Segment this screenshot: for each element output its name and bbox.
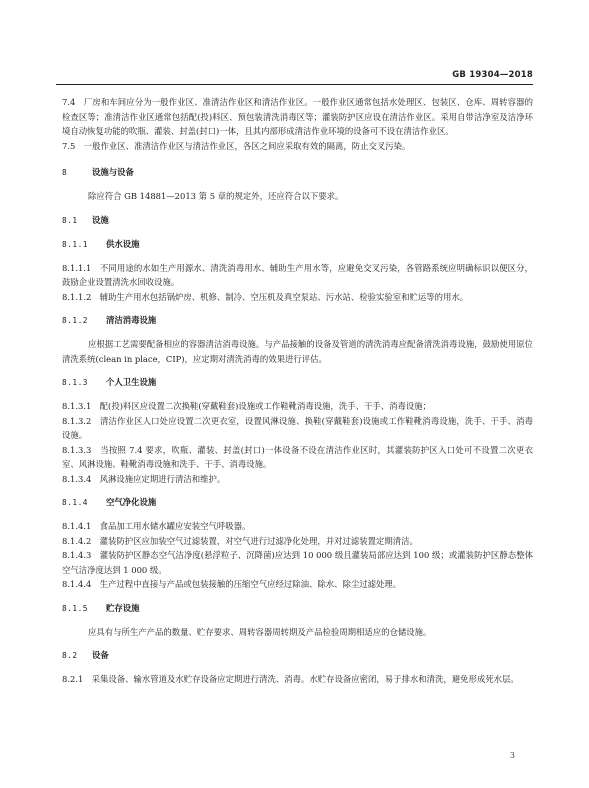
clause-8-1-4-4: 8.1.4.4 生产过程中直接与产品或包装接触的压缩空气应经过除油、除水、除尘过滤处理。	[62, 579, 402, 589]
section-title: 供水设施	[106, 238, 140, 249]
clause-8-1-1-1: 8.1.1.1 不同用途的水如生产用源水、清洗消毒用水、辅助生产用水等，应避免交叉污染，各管路系统应明确标识以便区分，鼓励企业设置清洗水回收设施。	[62, 262, 533, 287]
clause-8-1-4-2: 8.1.4.2 灌装防护区应加装空气过滤装置，对空气进行过滤净化处理，并对过滤装置定期清洁。	[62, 535, 418, 546]
section-8-1-3-heading	[62, 375, 533, 390]
section-number: 8	[62, 168, 68, 177]
section-title: 设备	[92, 650, 109, 660]
section-number: 8.1.5	[62, 603, 88, 613]
clause-8-2-1: 8.2.1 采集设备、输水管道及水贮存设备应定期进行清洗、消毒。水贮存设备应密闭，易于排水和清洗，避免形成死水层。	[62, 674, 519, 684]
header-rule	[56, 84, 533, 85]
standard-code: GB 19304—2018	[452, 70, 533, 80]
clause-8-1-4-3: 8.1.4.3 灌装防护区静态空气洁净度(悬浮粒子、沉降菌)应达到 10 000 级且灌装局部应达到 100 级；或灌装防护区静态整体空气洁净度达到 1 000 级。	[62, 550, 533, 575]
clause-7-4: 7.4 厂房和车间应分为一般作业区、准清洁作业区和清洁作业区。一般作业区通常包括水处理区、包装区、仓库、周转容器的检查区等；准清洁作业区通常包括配(投)料区、预包装清洗消毒区等；灌装防护区应设在清洁作业区。采用自带洁净室及洁净环境自动恢复功能的吹瓶、灌装、封盖(封口)一体，且其内部形成清洁作业环境的设备可不设在清洁作业区。	[62, 97, 533, 136]
clause-8-1-3-2: 8.1.3.2 清洁作业区人口处应设置二次更衣室，设置风淋设施、换鞋(穿戴鞋套)设施或工作鞋靴消毒设施，洗手、干手、消毒设施。	[62, 415, 533, 440]
clause-8-1-4-1: 8.1.4.1 食品加工用水储水罐应安装空气呼吸器。	[62, 521, 251, 531]
section-title: 设施与设备	[92, 167, 134, 177]
section-number: 8.1.3	[62, 378, 88, 387]
section-8-1-5-heading	[62, 601, 533, 616]
clause-8-1-3-3: 8.1.3.3 当按照 7.4 要求，吹瓶、灌装、封盖(封口)一体设备不设在清洁作业区时，其灌装防护区入口处可不设置二次更衣室、风淋设施、鞋靴消毒设施和洗手、干手、消毒设施。	[62, 444, 533, 469]
clause-8-1-5: 应具有与所生产产品的数量、贮存要求、周转容器周转期及产品检验周期相适应的仓储设施。	[88, 626, 432, 637]
clause-8-1-3-1: 8.1.3.1 配(投)料区应设置二次换鞋(穿戴鞋套)设施或工作鞋靴消毒设施，洗手、干手、消毒设施；	[62, 401, 431, 411]
section-title: 清洁消毒设施	[106, 315, 157, 325]
section-number: 8.1.1	[62, 239, 88, 249]
clause-8-1-1-2: 8.1.1.2 辅助生产用水包括锅炉房、机修、制冷、空压机及真空泵站、污水站、检验实验室和贮运等的用水。	[62, 291, 469, 302]
section-8-1-1-heading	[62, 237, 533, 252]
section-number: 8.1	[62, 215, 78, 225]
document-body	[62, 95, 533, 687]
section-title: 空气净化设施	[106, 497, 157, 507]
clause-8-1-2: 应根据工艺需要配备相应的容器清洁消毒设施。与产品接触的设备及管道的清洗消毒应配备清洗消毒设施，鼓励使用原位清洗系统(clean in place，CIP)，应定期对清洗消毒的效果进行评估。	[62, 339, 533, 364]
section-8-2-heading	[62, 648, 533, 663]
section-title: 贮存设施	[106, 602, 140, 613]
section-8-heading	[62, 165, 533, 180]
section-8-1-heading	[62, 213, 533, 228]
section-title: 设施	[92, 214, 109, 225]
section-8-1-2-heading	[62, 313, 533, 328]
section-8-intro: 除应符合 GB 14881—2013 第 5 章的规定外，还应符合以下要求。	[88, 191, 344, 201]
section-number: 8.1.2	[62, 316, 88, 325]
clause-7-5: 7.5 一般作业区、准清洁作业区与清洁作业区，各区之间应采取有效的隔离，防止交叉污染。	[62, 140, 411, 151]
page-number: 3	[509, 751, 515, 760]
section-8-1-4-heading	[62, 495, 533, 510]
section-title: 个人卫生设施	[106, 377, 157, 387]
section-number: 8.2	[62, 651, 78, 660]
section-number: 8.1.4	[62, 498, 88, 507]
clause-8-1-3-4: 8.1.3.4 风淋设施应定期进行清洁和维护。	[62, 473, 226, 484]
